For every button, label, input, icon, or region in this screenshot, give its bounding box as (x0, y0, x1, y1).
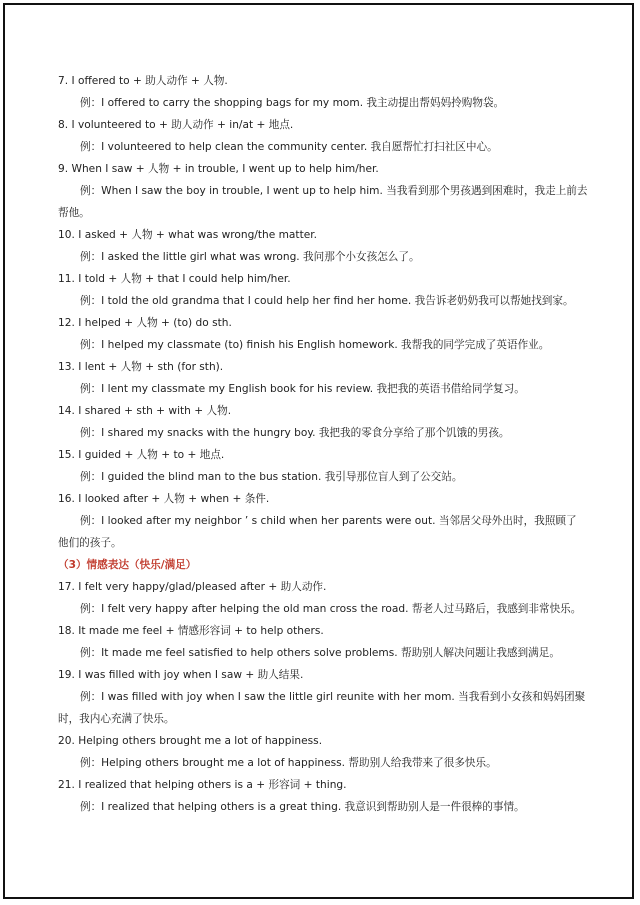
example-continuation: 时，我内心充满了快乐。 (58, 713, 175, 725)
example-line: 例：I shared my snacks with the hungry boy. 我把我的零食分享给了那个饥饿的男孩。 (80, 427, 510, 439)
section-heading: （3）情感表达（快乐/满足） (58, 559, 197, 571)
pattern-text: It made me feel + 情感形容词 + to help others. (78, 625, 324, 637)
pattern-line (58, 576, 588, 598)
pattern-text: I was filled with joy when I saw + 助人结果. (78, 669, 304, 681)
pattern-line (58, 224, 588, 246)
item-number: 10. (58, 229, 75, 241)
item-number: 12. (58, 317, 75, 329)
example-continuation: 帮他。 (58, 207, 90, 219)
pattern-text: I looked after + 人物 + when + 条件. (78, 493, 270, 505)
example-line: 例：I told the old grandma that I could help her find her home. 我告诉老奶奶我可以帮她找到家。 (80, 295, 574, 307)
item-number: 7. (58, 75, 69, 87)
item-number: 18. (58, 625, 75, 637)
pattern-text: I volunteered to + 助人动作 + in/at + 地点. (71, 119, 294, 131)
document-body (58, 70, 588, 818)
item-number: 20. (58, 735, 75, 747)
example-line: 例：I looked after my neighbor ’ s child when her parents were out. 当邻居父母外出时，我照顾了 (80, 515, 577, 527)
pattern-line (58, 620, 588, 642)
example-line: 例：I helped my classmate (to) finish his English homework. 我帮我的同学完成了英语作业。 (80, 339, 550, 351)
pattern-line (58, 444, 588, 466)
example-line: 例：I realized that helping others is a great thing. 我意识到帮助别人是一件很棒的事情。 (80, 801, 525, 813)
item-number: 15. (58, 449, 75, 461)
pattern-text: Helping others brought me a lot of happiness. (78, 735, 323, 747)
example-line: 例：I lent my classmate my English book for his review. 我把我的英语书借给同学复习。 (80, 383, 525, 395)
pattern-text: When I saw + 人物 + in trouble, I went up to help him/her. (71, 163, 379, 175)
item-number: 21. (58, 779, 75, 791)
item-number: 13. (58, 361, 75, 373)
item-number: 9. (58, 163, 69, 175)
pattern-line (58, 356, 588, 378)
item-number: 16. (58, 493, 75, 505)
pattern-line (58, 400, 588, 422)
pattern-line (58, 488, 588, 510)
item-number: 8. (58, 119, 69, 131)
pattern-text: I asked + 人物 + what was wrong/the matter. (78, 229, 317, 241)
example-line: 例：I volunteered to help clean the community center. 我自愿帮忙打扫社区中心。 (80, 141, 498, 153)
example-line: 例：It made me feel satisfied to help others solve problems. 帮助别人解决问题让我感到满足。 (80, 647, 560, 659)
pattern-line (58, 730, 588, 752)
pattern-line (58, 664, 588, 686)
example-continuation: 他们的孩子。 (58, 537, 122, 549)
pattern-line (58, 774, 588, 796)
example-line: 例：I guided the blind man to the bus station. 我引导那位盲人到了公交站。 (80, 471, 463, 483)
pattern-text: I realized that helping others is a + 形容词 + thing. (78, 779, 347, 791)
pattern-text: I guided + 人物 + to + 地点. (78, 449, 225, 461)
example-line: 例：When I saw the boy in trouble, I went up to help him. 当我看到那个男孩遇到困难时，我走上前去 (80, 185, 588, 197)
pattern-text: I shared + sth + with + 人物. (78, 405, 232, 417)
item-number: 17. (58, 581, 75, 593)
example-line: 例：I offered to carry the shopping bags for my mom. 我主动提出帮妈妈拎购物袋。 (80, 97, 505, 109)
item-number: 14. (58, 405, 75, 417)
pattern-line (58, 312, 588, 334)
item-number: 11. (58, 273, 75, 285)
pattern-line (58, 70, 588, 92)
pattern-line (58, 158, 588, 180)
pattern-line (58, 114, 588, 136)
pattern-text: I lent + 人物 + sth (for sth). (78, 361, 224, 373)
example-line: 例：I was filled with joy when I saw the little girl reunite with her mom. 当我看到小女孩和妈妈团聚 (80, 691, 586, 703)
pattern-text: I felt very happy/glad/pleased after + 助人动作. (78, 581, 327, 593)
pattern-text: I offered to + 助人动作 + 人物. (71, 75, 228, 87)
example-line: 例：I asked the little girl what was wrong. 我问那个小女孩怎么了。 (80, 251, 420, 263)
example-line: 例：Helping others brought me a lot of happiness. 帮助别人给我带来了很多快乐。 (80, 757, 497, 769)
item-number: 19. (58, 669, 75, 681)
pattern-line (58, 268, 588, 290)
pattern-text: I told + 人物 + that I could help him/her. (78, 273, 291, 285)
example-line: 例：I felt very happy after helping the old man cross the road. 帮老人过马路后，我感到非常快乐。 (80, 603, 582, 615)
pattern-text: I helped + 人物 + (to) do sth. (78, 317, 232, 329)
